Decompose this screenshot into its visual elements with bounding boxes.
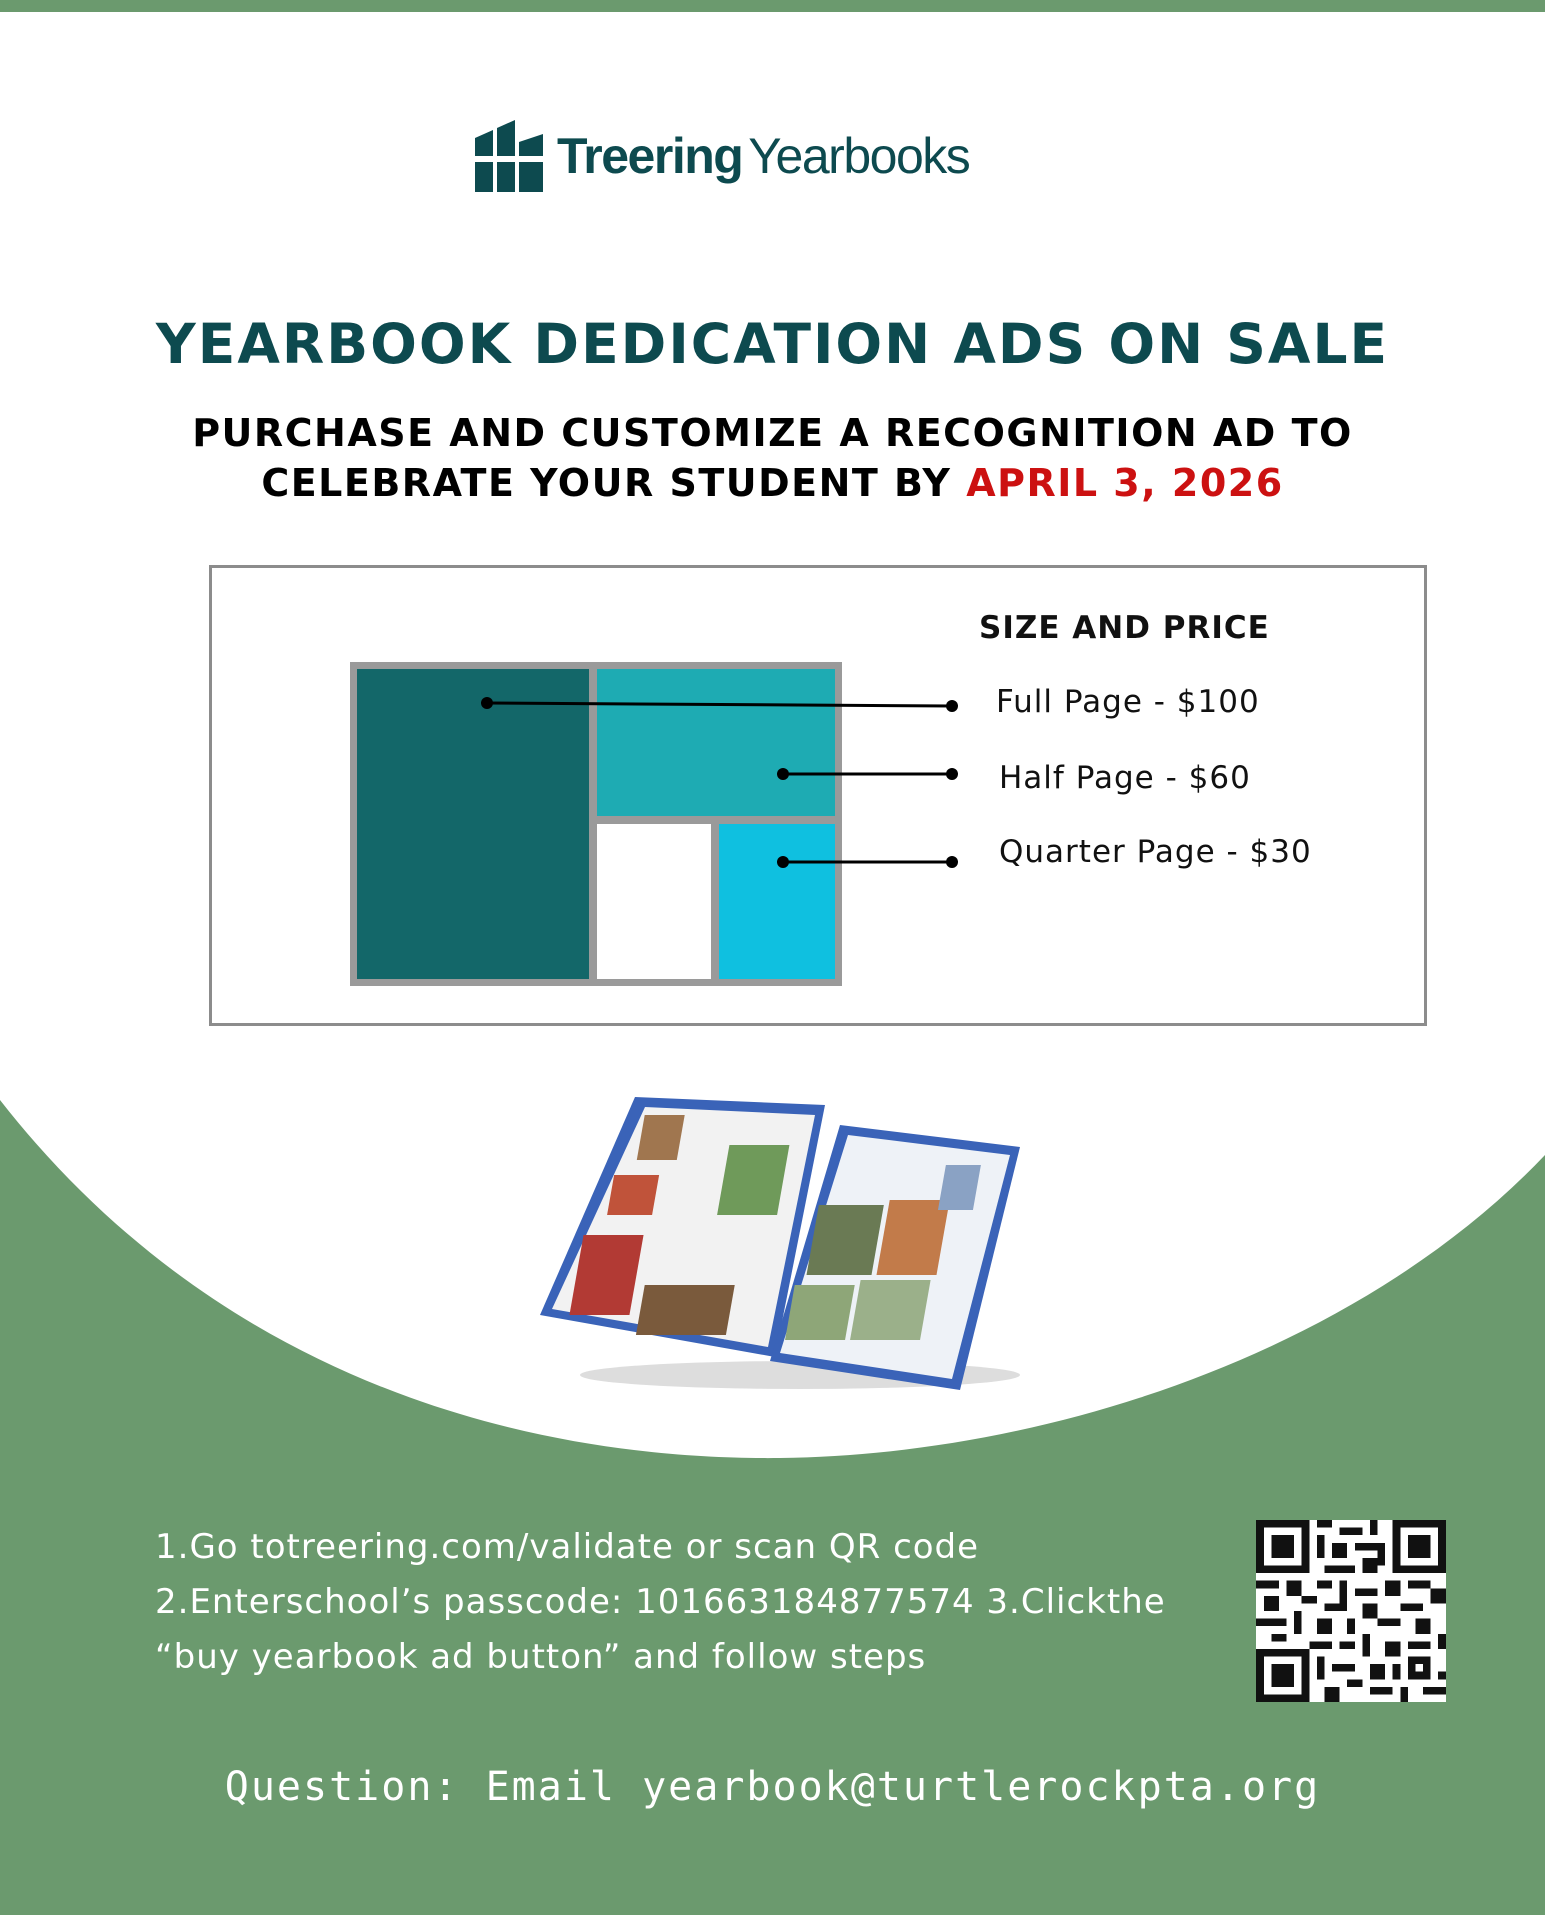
instruction-line-2: 2.Enterschool’s passcode: 101663184877574 3.Clickthe bbox=[155, 1582, 1166, 1622]
price-full-page: Full Page - $100 bbox=[996, 684, 1260, 720]
page-title: YEARBOOK DEDICATION ADS ON SALE bbox=[155, 312, 1390, 376]
instructions bbox=[155, 1520, 1235, 1685]
deadline-date: APRIL 3, 2026 bbox=[966, 461, 1284, 505]
open-yearbook-image bbox=[540, 1085, 1030, 1395]
qr-code-icon[interactable] bbox=[1256, 1520, 1446, 1702]
price-half-page: Half Page - $60 bbox=[999, 760, 1251, 796]
empty-quarter-block bbox=[597, 824, 711, 979]
treering-logo-icon bbox=[475, 120, 543, 192]
price-quarter-page: Quarter Page - $30 bbox=[999, 834, 1312, 870]
subheading-line-2-text: CELEBRATE YOUR STUDENT BY bbox=[261, 461, 952, 505]
instruction-line-1: 1.Go totreering.com/validate or scan QR code bbox=[155, 1527, 980, 1567]
brand-name-bold: Treering bbox=[557, 128, 743, 184]
full-page-block bbox=[357, 669, 589, 979]
half-page-block bbox=[597, 669, 835, 816]
size-price-panel bbox=[209, 565, 1427, 1026]
subheading-line-1: PURCHASE AND CUSTOMIZE A RECOGNITION AD TO bbox=[192, 411, 1353, 455]
size-price-title: SIZE AND PRICE bbox=[979, 610, 1270, 646]
subheading-line-2 bbox=[0, 458, 1545, 508]
top-accent-bar bbox=[0, 0, 1545, 12]
treering-logo bbox=[475, 118, 969, 194]
quarter-page-block bbox=[719, 824, 835, 979]
brand-name bbox=[557, 127, 969, 185]
contact-email: Question: Email yearbook@turtlerockpta.org bbox=[224, 1764, 1321, 1810]
brand-name-light: Yearbooks bbox=[748, 128, 970, 184]
instruction-line-3: “buy yearbook ad button” and follow steps bbox=[155, 1637, 927, 1677]
subheading bbox=[0, 408, 1545, 508]
